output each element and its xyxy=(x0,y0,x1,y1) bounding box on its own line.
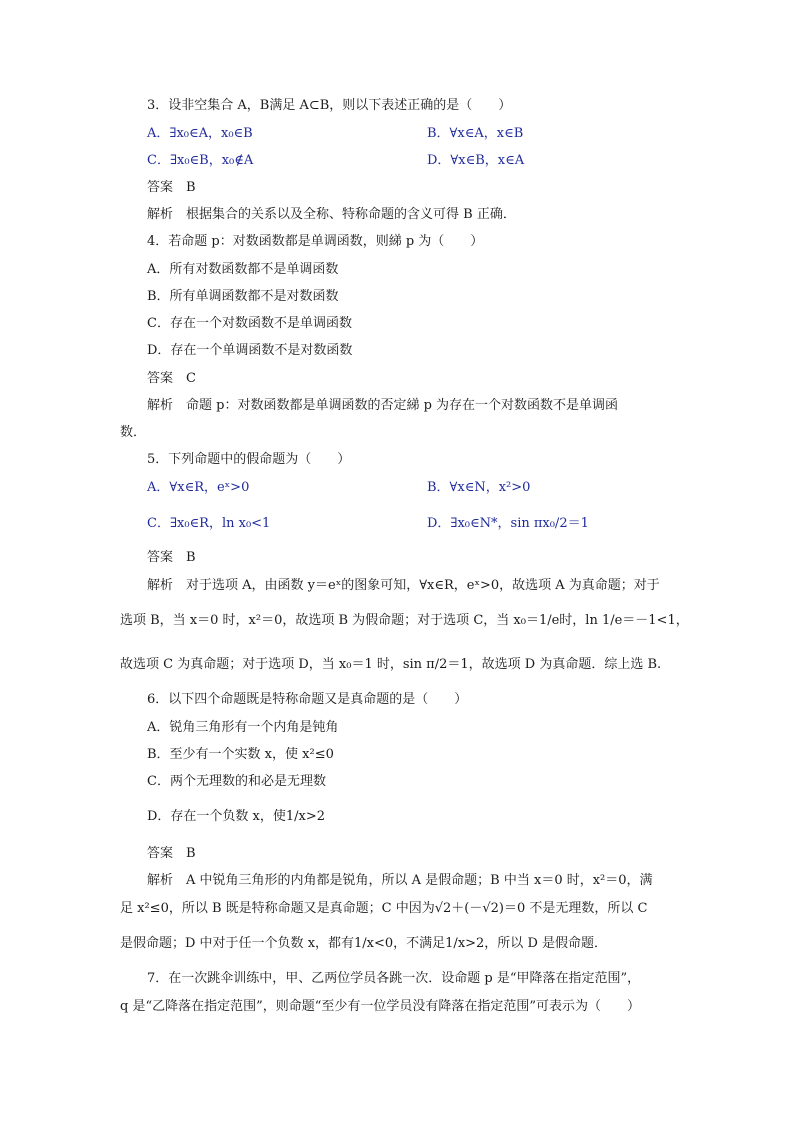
q6-option-c: C．两个无理数的和必是无理数 xyxy=(147,774,326,789)
q6-analysis-line-2: 足 x²≤0，所以 B 既是特称命题又是真命题；C 中因为√2＋(－√2)＝0 不是无理数，所以 C xyxy=(120,901,648,916)
q7-stem-line-2: q 是“乙降落在指定范围”，则命题“至少有一位学员没有降落在指定范围”可表示为（ ） xyxy=(120,999,641,1014)
q6-option-b: B．至少有一个实数 x，使 x²≤0 xyxy=(147,747,334,762)
q4-option-b: B．所有单调函数都不是对数函数 xyxy=(147,289,339,304)
q3-option-c: C．∃x₀∈B，x₀∉A xyxy=(147,153,254,168)
q6-analysis-line-3: 是假命题；D 中对于任一个负数 x，都有1/x<0，不满足1/x>2，所以 D 是假命题． xyxy=(120,936,607,951)
q3-option-b: B．∀x∈A，x∈B xyxy=(427,126,524,141)
q5-analysis-line-1: 解析 对于选项 A，由函数 y＝eˣ的图象可知，∀x∈R，eˣ>0，故选项 A 为真命题；对于 xyxy=(147,578,660,593)
q4-option-d: D．存在一个单调函数不是对数函数 xyxy=(147,343,353,358)
q5-analysis-line-2: 选项 B，当 x＝0 时，x²＝0，故选项 B 为假命题；对于选项 C，当 x₀＝1/e时，ln 1/e＝－1<1， xyxy=(120,613,689,628)
q6-stem: 6．以下四个命题既是特称命题又是真命题的是（ ） xyxy=(147,692,468,707)
q5-option-d: D．∃x₀∈N*，sin πx₀/2＝1 xyxy=(427,516,589,531)
q3-analysis: 解析 根据集合的关系以及全称、特称命题的含义可得 B 正确． xyxy=(147,207,516,222)
q6-answer: 答案 B xyxy=(147,846,196,861)
q6-option-a: A．锐角三角形有一个内角是钝角 xyxy=(147,720,339,735)
q4-answer: 答案 C xyxy=(147,371,196,386)
q5-option-b: B．∀x∈N，x²>0 xyxy=(427,480,531,495)
q3-answer: 答案 B xyxy=(147,180,196,195)
q4-stem: 4．若命题 p：对数函数都是单调函数，则綈 p 为（ ） xyxy=(147,234,484,249)
q3-option-a: A．∃x₀∈A，x₀∈B xyxy=(147,126,253,141)
q4-analysis-line-1: 解析 命题 p：对数函数都是单调函数的否定綈 p 为存在一个对数函数不是单调函 xyxy=(147,398,619,413)
q5-option-c: C．∃x₀∈R，ln x₀<1 xyxy=(147,516,271,531)
q5-option-a: A．∀x∈R，eˣ>0 xyxy=(147,480,250,495)
q4-option-a: A．所有对数函数都不是单调函数 xyxy=(147,262,339,277)
q5-stem: 5．下列命题中的假命题为（ ） xyxy=(147,452,351,467)
q4-analysis-line-2: 数． xyxy=(120,425,147,440)
q4-option-c: C．存在一个对数函数不是单调函数 xyxy=(147,316,352,331)
q3-option-d: D．∀x∈B，x∈A xyxy=(427,153,525,168)
q7-stem-line-1: 7．在一次跳伞训练中，甲、乙两位学员各跳一次．设命题 p 是“甲降落在指定范围”， xyxy=(147,971,641,986)
q6-analysis-line-1: 解析 A 中锐角三角形的内角都是锐角，所以 A 是假命题；B 中当 x＝0 时，x²＝0，满 xyxy=(147,873,653,888)
q6-option-d: D．存在一个负数 x，使1/x>2 xyxy=(147,809,326,824)
q5-answer: 答案 B xyxy=(147,550,196,565)
q3-stem: 3．设非空集合 A，B满足 A⊂B，则以下表述正确的是（ ） xyxy=(147,98,512,113)
q5-analysis-line-3: 故选项 C 为真命题；对于选项 D，当 x₀＝1 时，sin π/2＝1，故选项 D 为真命题．综上选 B. xyxy=(120,657,662,672)
